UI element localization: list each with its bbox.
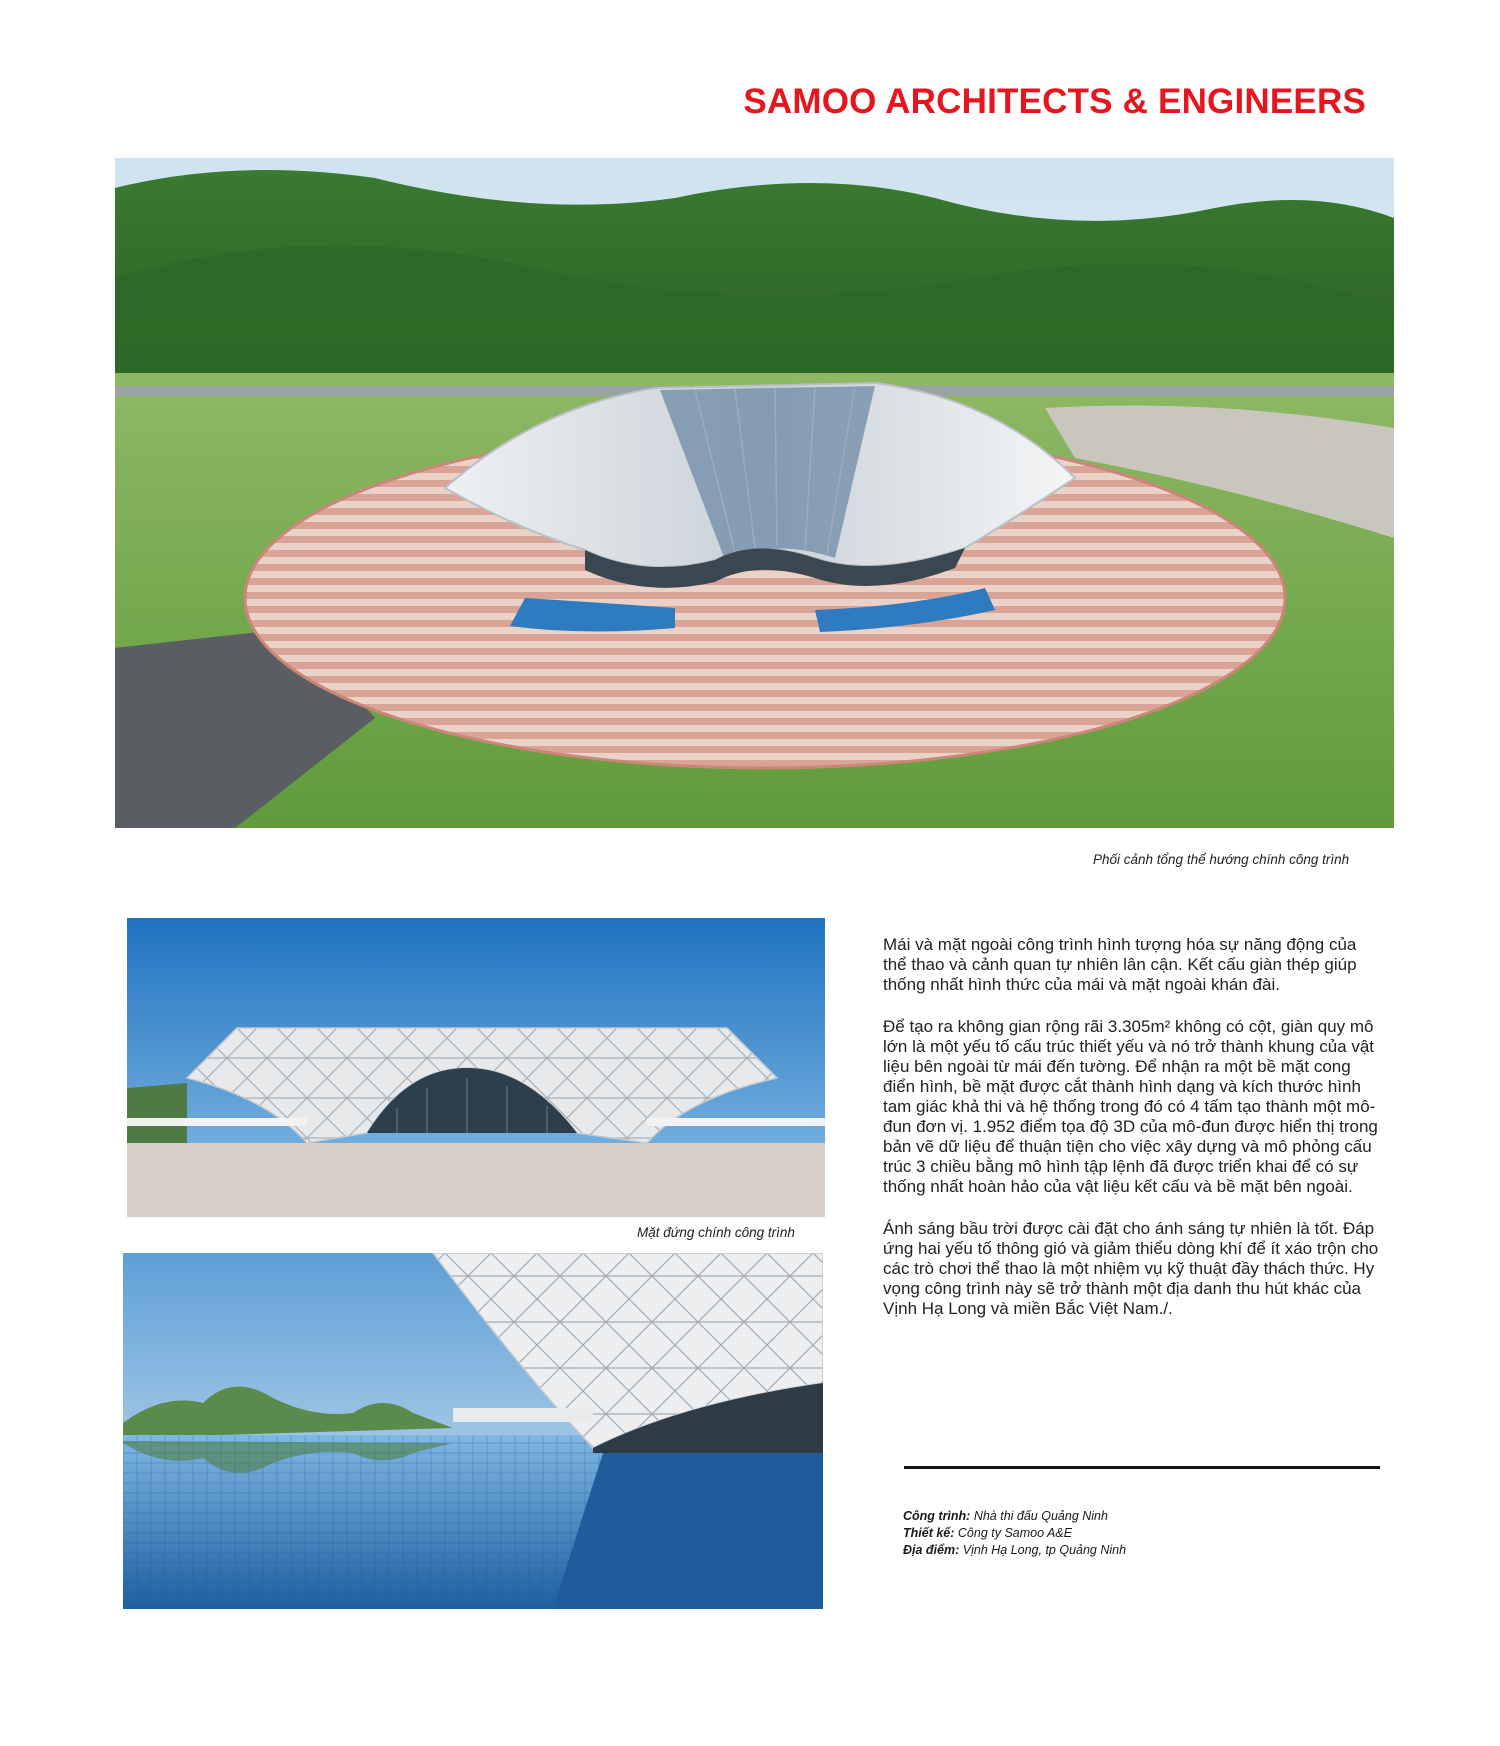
credit-project-label: Công trình: <box>903 1509 971 1523</box>
front-photo-illustration <box>127 918 825 1217</box>
credit-project-value: Nhà thi đấu Quảng Ninh <box>973 1509 1108 1523</box>
credit-location-label: Địa điểm: <box>903 1543 960 1557</box>
header-title: SAMOO ARCHITECTS & ENGINEERS <box>743 82 1366 121</box>
aerial-caption: Phối cảnh tổng thể hướng chính công trình <box>1093 852 1350 867</box>
credit-location <box>903 1542 1383 1559</box>
credit-design-label: Thiết kế: <box>903 1526 955 1540</box>
aerial-photo-illustration <box>115 158 1394 828</box>
credit-location-value: Vịnh Hạ Long, tp Quảng Ninh <box>962 1543 1127 1557</box>
aerial-photo <box>115 158 1394 828</box>
pool-photo-illustration <box>123 1253 823 1609</box>
front-photo <box>127 918 825 1217</box>
pool-photo <box>123 1253 823 1609</box>
credit-project <box>903 1508 1383 1525</box>
article-body <box>883 935 1383 1341</box>
credit-design <box>903 1525 1383 1542</box>
project-credits <box>903 1508 1383 1559</box>
credit-design-value: Công ty Samoo A&E <box>957 1526 1073 1540</box>
divider-rule <box>904 1466 1380 1469</box>
article-paragraph: Ánh sáng bầu trời được cài đặt cho ánh sáng tự nhiên là tốt. Đáp ứng hai yếu tố thông gió và giảm thiểu dòng khí để ít xáo trộn cho các trò chơi thể thao là một nhiệm vụ kỹ thuật đầy thách thức. Hy vọng công trình này sẽ trở thành một địa danh thu hút khác của Vịnh Hạ Long và miền Bắc Việt Nam./. <box>883 1219 1379 1318</box>
front-caption: Mặt đứng chính công trình <box>637 1225 795 1240</box>
article-paragraph: Để tạo ra không gian rộng rãi 3.305m² không có cột, giàn quy mô lớn là một yếu tố cấu trúc thiết yếu và nó trở thành khung của vật liệu bên ngoài từ mái đến tường. Để nhận ra một bề mặt cong điển hình, bề mặt được cắt thành hình dạng và kích thước hình tam giác khả thi và hệ thống trong đó có 4 tấm tạo thành một mô-đun đơn vị. 1.952 điểm tọa độ 3D của mô-đun được hiển thị trong bản vẽ dữ liệu để thuận tiện cho việc xây dựng và mô phỏng cấu trúc 3 chiều bằng mô hình tập lệnh đã được triển khai để có sự thống nhất hoàn hảo của vật liệu kết cấu và bề mặt bên ngoài. <box>883 1017 1378 1196</box>
article-paragraph: Mái và mặt ngoài công trình hình tượng hóa sự năng động của thể thao và cảnh quan tự nhiên lân cận. Kết cấu giàn thép giúp thống nhất hình thức của mái và mặt ngoài khán đài. <box>883 935 1357 994</box>
